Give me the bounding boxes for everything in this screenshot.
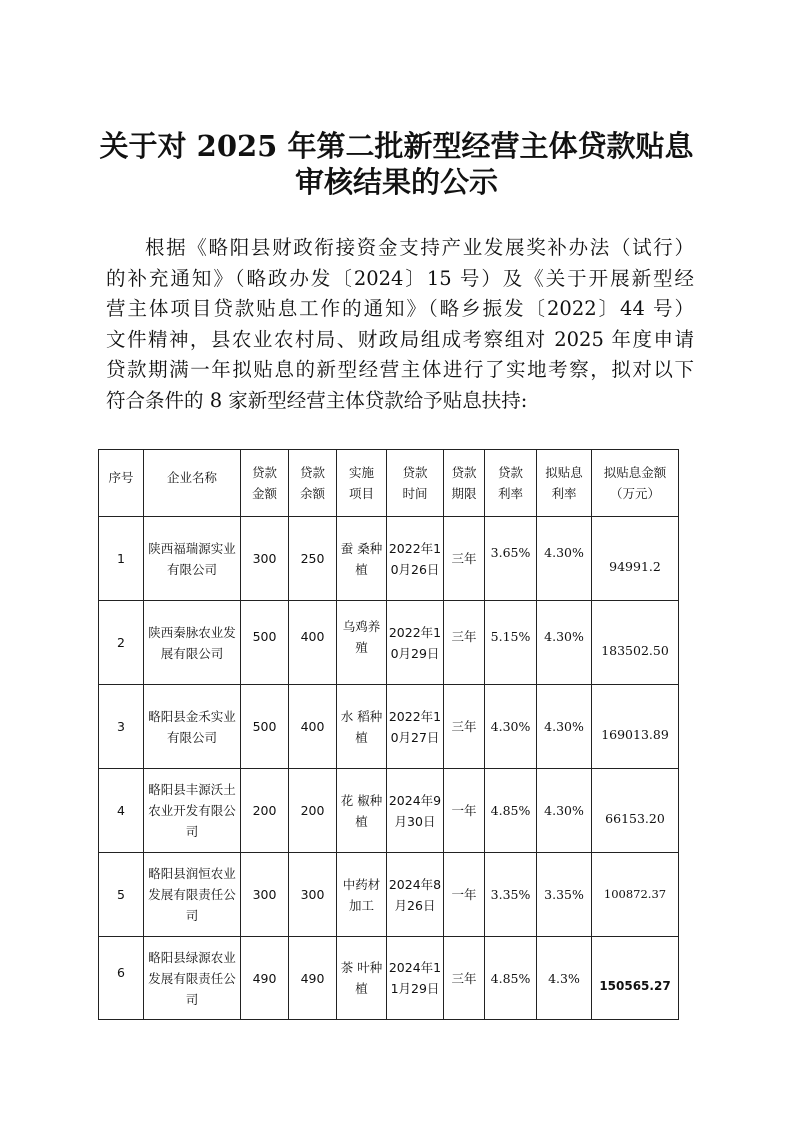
cell-company: 陕西秦脉农业发展有限公司 bbox=[144, 601, 241, 685]
cell-subsidy-rate: 4.30% bbox=[537, 769, 592, 853]
cell-loan-amount: 300 bbox=[241, 517, 289, 601]
cell-loan-amount: 500 bbox=[241, 685, 289, 769]
table-row bbox=[99, 685, 679, 769]
cell-term: 三年 bbox=[444, 601, 485, 685]
table-row bbox=[99, 769, 679, 853]
table-row bbox=[99, 853, 679, 937]
header-subsidy-amount: 拟贴息金额（万元） bbox=[592, 450, 679, 517]
header-term: 贷款期限 bbox=[444, 450, 485, 517]
table-row bbox=[99, 937, 679, 1020]
header-loan-balance: 贷款余额 bbox=[289, 450, 337, 517]
cell-subsidy-rate: 4.30% bbox=[537, 601, 592, 685]
cell-term: 一年 bbox=[444, 769, 485, 853]
cell-project: 乌鸡养殖 bbox=[337, 601, 387, 685]
cell-rate: 3.65% bbox=[485, 517, 537, 601]
cell-project: 中药材加工 bbox=[337, 853, 387, 937]
cell-subsidy-amount: 150565.27 bbox=[592, 937, 679, 1020]
cell-no: 4 bbox=[99, 769, 144, 853]
cell-loan-balance: 250 bbox=[289, 517, 337, 601]
body-paragraph bbox=[106, 233, 694, 416]
header-no: 序号 bbox=[99, 450, 144, 517]
cell-subsidy-amount: 169013.89 bbox=[592, 685, 679, 769]
table-row bbox=[99, 517, 679, 601]
header-loan-amount: 贷款金额 bbox=[241, 450, 289, 517]
body-line: 的补充通知》（略政办发〔2024〕15 号）及《关于开展新型经 bbox=[106, 266, 694, 290]
header-loan-time: 贷款时间 bbox=[387, 450, 444, 517]
cell-rate: 4.30% bbox=[485, 685, 537, 769]
cell-project: 水 稻种植 bbox=[337, 685, 387, 769]
body-line: 文件精神，县农业农村局、财政局组成考察组对 2025 年度申请 bbox=[106, 327, 694, 351]
cell-no: 2 bbox=[99, 601, 144, 685]
cell-loan-amount: 200 bbox=[241, 769, 289, 853]
cell-project: 蚕 桑种植 bbox=[337, 517, 387, 601]
cell-term: 三年 bbox=[444, 685, 485, 769]
cell-loan-amount: 490 bbox=[241, 937, 289, 1020]
cell-subsidy-amount: 183502.50 bbox=[592, 601, 679, 685]
cell-loan-time: 2022年10月27日 bbox=[387, 685, 444, 769]
cell-loan-time: 2022年10月29日 bbox=[387, 601, 444, 685]
cell-company: 略阳县丰源沃土农业开发有限公司 bbox=[144, 769, 241, 853]
cell-term: 三年 bbox=[444, 937, 485, 1020]
cell-subsidy-rate: 4.30% bbox=[537, 685, 592, 769]
body-line: 营主体项目贷款贴息工作的通知》（略乡振发〔2022〕44 号） bbox=[106, 297, 694, 320]
cell-loan-balance: 400 bbox=[289, 601, 337, 685]
body-line: 贷款期满一年拟贴息的新型经营主体进行了实地考察，拟对以下 bbox=[106, 358, 694, 381]
cell-company: 略阳县金禾实业有限公司 bbox=[144, 685, 241, 769]
table-row bbox=[99, 601, 679, 685]
cell-loan-time: 2022年10月26日 bbox=[387, 517, 444, 601]
cell-company: 陕西福瑞源实业有限公司 bbox=[144, 517, 241, 601]
cell-loan-balance: 400 bbox=[289, 685, 337, 769]
cell-no: 5 bbox=[99, 853, 144, 937]
cell-rate: 4.85% bbox=[485, 769, 537, 853]
header-subsidy-rate: 拟贴息利率 bbox=[537, 450, 592, 517]
header-rate: 贷款利率 bbox=[485, 450, 537, 517]
cell-loan-balance: 490 bbox=[289, 937, 337, 1020]
cell-term: 三年 bbox=[444, 517, 485, 601]
cell-term: 一年 bbox=[444, 853, 485, 937]
page-title-line-2: 审核结果的公示 bbox=[294, 165, 498, 199]
cell-project: 花 椒种植 bbox=[337, 769, 387, 853]
cell-subsidy-amount: 66153.20 bbox=[592, 769, 679, 853]
cell-rate: 5.15% bbox=[485, 601, 537, 685]
cell-loan-balance: 200 bbox=[289, 769, 337, 853]
cell-rate: 4.85% bbox=[485, 937, 537, 1020]
header-company: 企业名称 bbox=[144, 450, 241, 517]
cell-no: 6 bbox=[99, 937, 144, 1020]
cell-company: 略阳县润恒农业发展有限责任公司 bbox=[144, 853, 241, 937]
cell-subsidy-rate: 4.30% bbox=[537, 517, 592, 601]
page-title-line-1: 关于对 2025 年第二批新型经营主体贷款贴息 bbox=[99, 129, 694, 163]
cell-loan-time: 2024年11月29日 bbox=[387, 937, 444, 1020]
cell-loan-amount: 300 bbox=[241, 853, 289, 937]
cell-no: 1 bbox=[99, 517, 144, 601]
header-project: 实施项目 bbox=[337, 450, 387, 517]
cell-loan-balance: 300 bbox=[289, 853, 337, 937]
cell-rate: 3.35% bbox=[485, 853, 537, 937]
cell-subsidy-amount: 94991.2 bbox=[592, 517, 679, 601]
body-line: 根据《略阳县财政衔接资金支持产业发展奖补办法（试行） bbox=[145, 236, 694, 259]
body-line: 符合条件的 8 家新型经营主体贷款给予贴息扶持: bbox=[106, 388, 528, 412]
subsidy-table bbox=[98, 449, 679, 1020]
cell-subsidy-rate: 4.3% bbox=[537, 937, 592, 1020]
cell-project: 茶 叶种植 bbox=[337, 937, 387, 1020]
cell-no: 3 bbox=[99, 685, 144, 769]
cell-subsidy-rate: 3.35% bbox=[537, 853, 592, 937]
cell-company: 略阳县绿源农业发展有限责任公司 bbox=[144, 937, 241, 1020]
cell-loan-time: 2024年8月26日 bbox=[387, 853, 444, 937]
cell-loan-amount: 500 bbox=[241, 601, 289, 685]
cell-subsidy-amount: 100872.37 bbox=[592, 853, 679, 937]
table-header-row bbox=[99, 450, 679, 517]
cell-loan-time: 2024年9月30日 bbox=[387, 769, 444, 853]
